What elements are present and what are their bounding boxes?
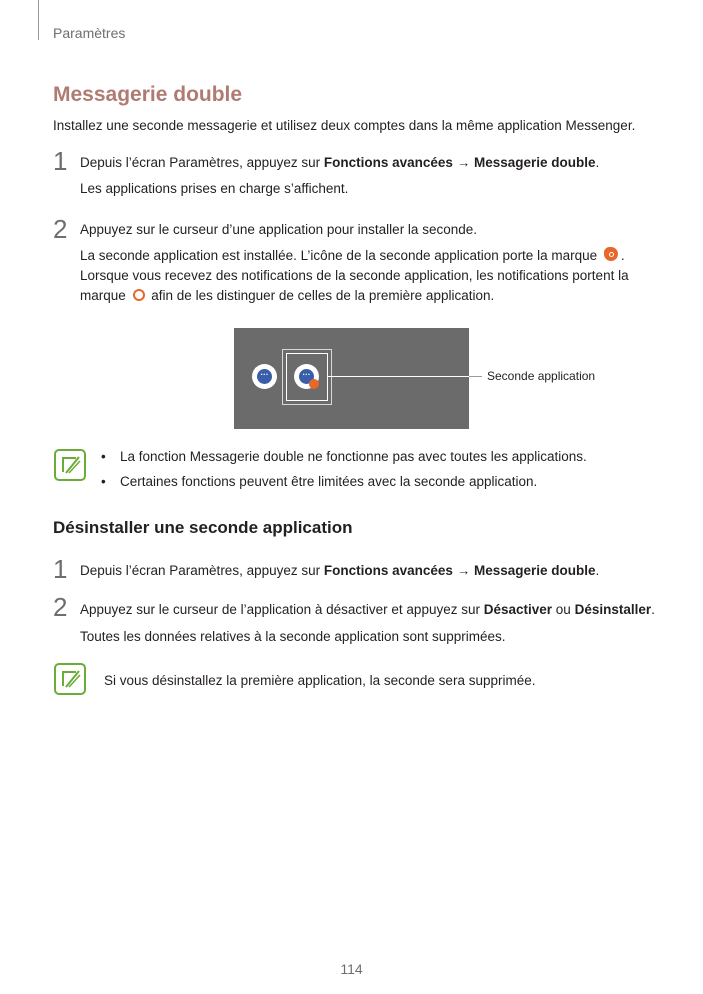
note-icon — [54, 663, 86, 695]
dual-badge-outline-icon — [133, 289, 145, 301]
step-instruction: Depuis l’écran Paramètres, appuyez sur Fonctions avancées → Messagerie double. — [80, 563, 600, 578]
step-number: 1 — [53, 554, 68, 584]
step-detail: Les applications prises en charge s’affichent. — [80, 181, 349, 196]
step-detail: La seconde application est installée. L’icône de la seconde application porte la marque . — [80, 248, 625, 263]
step-instruction: Appuyez sur le curseur de l’application à désactiver et appuyez sur Désactiver ou Désinstaller. — [80, 602, 655, 617]
callout-line — [328, 376, 482, 377]
note-bullet: • La fonction Messagerie double ne fonctionne pas avec toutes les applications. — [101, 449, 587, 464]
step-instruction: Appuyez sur le curseur d’une application pour installer la seconde. — [80, 222, 477, 237]
header-rule — [38, 0, 39, 40]
note-text: Si vous désinstallez la première application, la seconde sera supprimée. — [104, 673, 536, 688]
messenger-second-app-icon: ··· — [294, 364, 319, 389]
step-detail: Toutes les données relatives à la seconde application sont supprimées. — [80, 629, 506, 644]
dual-badge-icon — [309, 379, 319, 389]
step-detail: Lorsque vous recevez des notifications de la seconde application, les notifications portent la — [80, 268, 629, 283]
step-number: 2 — [53, 214, 68, 244]
step-number: 2 — [53, 592, 68, 622]
page-title: Messagerie double — [53, 83, 243, 106]
step-instruction: Depuis l’écran Paramètres, appuyez sur Fonctions avancées → Messagerie double. — [80, 155, 600, 170]
note-bullet: • Certaines fonctions peuvent être limitées avec la seconde application. — [101, 474, 538, 489]
dual-badge-icon — [604, 247, 618, 261]
callout-label: Seconde application — [487, 369, 596, 383]
step-number: 1 — [53, 146, 68, 176]
step-detail: marque afin de les distinguer de celles de la première application. — [80, 288, 495, 303]
note-icon — [54, 449, 86, 481]
page-number: 114 — [340, 961, 363, 977]
callout-line — [469, 376, 482, 377]
section-subtitle: Désinstaller une seconde application — [53, 518, 353, 537]
section-header: Paramètres — [53, 25, 126, 41]
intro-text: Installez une seconde messagerie et utilisez deux comptes dans la même application Messenger. — [53, 118, 636, 133]
messenger-app-icon: ··· — [252, 364, 277, 389]
